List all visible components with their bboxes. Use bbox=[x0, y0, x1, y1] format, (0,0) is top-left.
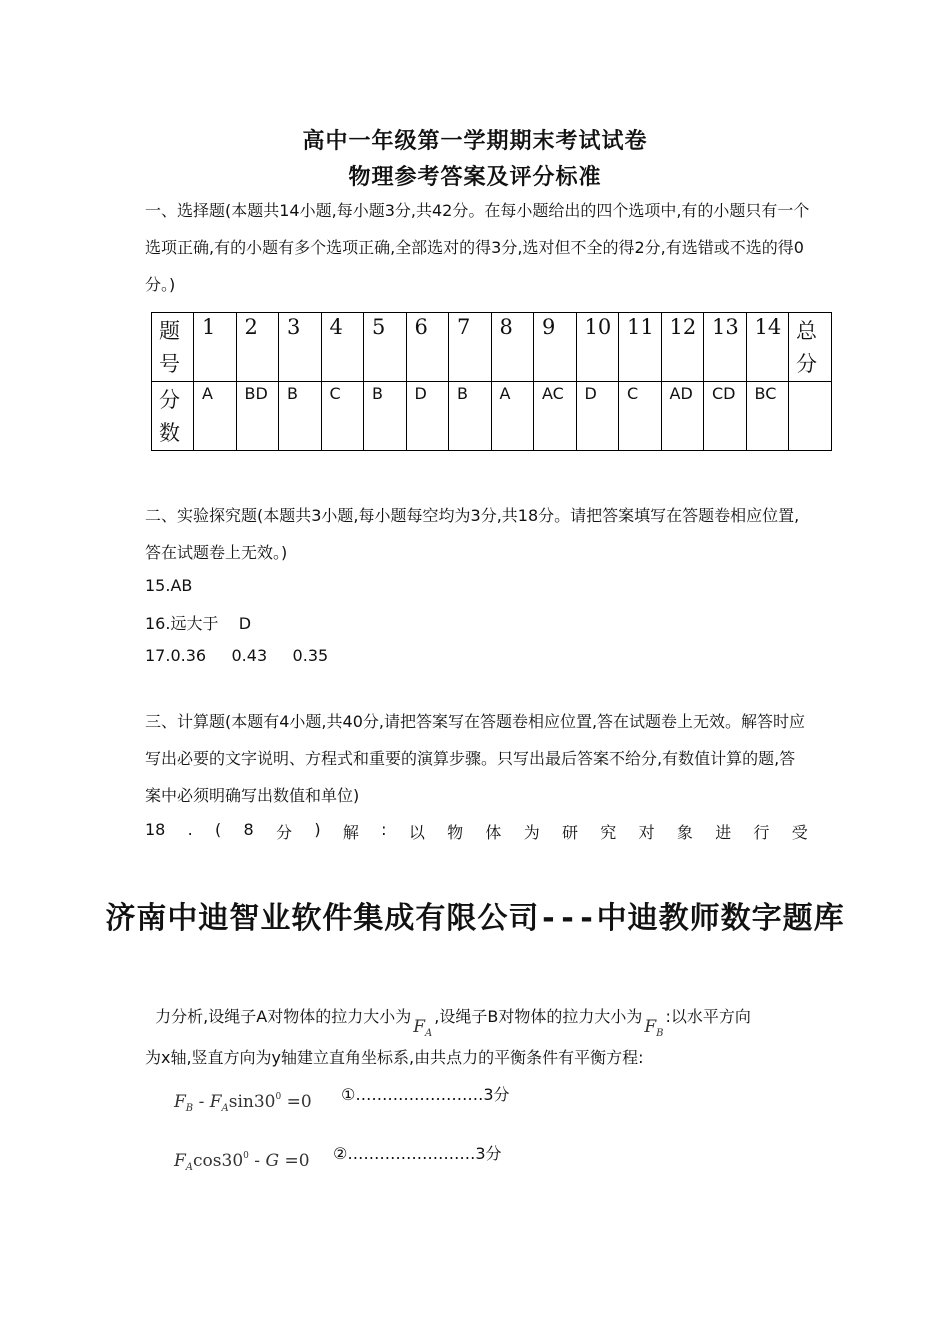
question-number: 2 bbox=[236, 313, 279, 382]
q18-char: 行 bbox=[753, 823, 770, 842]
answer-cell: D bbox=[406, 382, 449, 451]
analysis-line-1 bbox=[145, 985, 751, 1039]
answer-cell: B bbox=[364, 382, 407, 451]
answer-q15: 15.AB bbox=[145, 576, 193, 595]
question-number: 11 bbox=[619, 313, 662, 382]
symbol-FA: $F_A$ bbox=[413, 1017, 433, 1039]
question-number: 5 bbox=[364, 313, 407, 382]
answer-cell: D bbox=[576, 382, 619, 451]
answer-cell: AC bbox=[534, 382, 577, 451]
analysis-text-c: :以水平方向 bbox=[665, 1007, 751, 1026]
q18-char: 受 bbox=[791, 823, 808, 842]
q18-char: 分 bbox=[276, 823, 293, 842]
equation-1-score: ①……………………3分 bbox=[341, 1085, 510, 1104]
table-header-question: 题 号 bbox=[152, 313, 194, 382]
q18-char: 对 bbox=[638, 823, 655, 842]
answer-cell: B bbox=[449, 382, 492, 451]
section2-instructions: 二、实验探究题(本题共3小题,每小题每空均为3分,共18分。请把答案填写在答题卷相应位置,答在试题卷上无效。) bbox=[145, 506, 800, 562]
q18-char: : bbox=[381, 820, 387, 839]
q18-char: 以 bbox=[408, 823, 425, 842]
answer-cell: A bbox=[491, 382, 534, 451]
answer-cell: A bbox=[194, 382, 237, 451]
q18-char: ( bbox=[215, 820, 222, 839]
analysis-text-b: ,设绳子B对物体的拉力大小为 bbox=[434, 1007, 643, 1026]
question-number: 14 bbox=[746, 313, 789, 382]
section3-instructions: 三、计算题(本题有4小题,共40分,请把答案写在答题卷相应位置,答在试题卷上无效。解答时应写出必要的文字说明、方程式和重要的演算步骤。只写出最后答案不给分,有数值计算的题,答案中必须明确写出数值和单位) bbox=[145, 712, 806, 805]
question-number: 10 bbox=[576, 313, 619, 382]
question-number: 1 bbox=[194, 313, 237, 382]
q18-char: 象 bbox=[676, 823, 693, 842]
q18-char: ) bbox=[314, 820, 321, 839]
table-row-question-numbers bbox=[152, 313, 832, 382]
analysis-line-2: 为x轴,竖直方向为y轴建立直角坐标系,由共点力的平衡条件有平衡方程: bbox=[145, 1048, 644, 1067]
answer-cell: B bbox=[279, 382, 322, 451]
answer-table bbox=[151, 312, 832, 451]
answer-cell: BC bbox=[746, 382, 789, 451]
q18-header bbox=[145, 820, 808, 843]
equation-2 bbox=[174, 1151, 310, 1173]
total-score-cell bbox=[789, 382, 832, 451]
equation-1 bbox=[174, 1092, 312, 1114]
page-subtitle: 物理参考答案及评分标准 bbox=[348, 165, 602, 190]
q18-char: 进 bbox=[715, 823, 732, 842]
answer-cell: BD bbox=[236, 382, 279, 451]
answer-cell: C bbox=[321, 382, 364, 451]
table-header-total: 总 分 bbox=[789, 313, 832, 382]
answer-cell: CD bbox=[704, 382, 747, 451]
q18-char: 研 bbox=[562, 823, 579, 842]
question-number: 8 bbox=[491, 313, 534, 382]
q18-char: 物 bbox=[447, 823, 464, 842]
answer-q16: 16.远大于 D bbox=[145, 614, 252, 633]
table-header-score: 分 数 bbox=[152, 382, 194, 451]
q18-char: 8 bbox=[243, 820, 254, 839]
eq2-lhs: $F_A\cos 30^0 - G =0$ bbox=[174, 1151, 310, 1173]
question-number: 3 bbox=[279, 313, 322, 382]
question-number: 9 bbox=[534, 313, 577, 382]
q18-char: 解 bbox=[342, 823, 359, 842]
table-row-answers bbox=[152, 382, 832, 451]
question-number: 7 bbox=[449, 313, 492, 382]
question-number: 13 bbox=[704, 313, 747, 382]
answer-cell: AD bbox=[661, 382, 704, 451]
question-number: 4 bbox=[321, 313, 364, 382]
section1-instructions: 一、选择题(本题共14小题,每小题3分,共42分。在每小题给出的四个选项中,有的小题只有一个选项正确,有的小题有多个选项正确,全部选对的得3分,选对但不全的得2分,有选错或不选的得0分。) bbox=[145, 201, 810, 294]
answer-cell: C bbox=[619, 382, 662, 451]
symbol-FB: $F_B$ bbox=[644, 1017, 664, 1039]
page-title: 高中一年级第一学期期末考试试卷 bbox=[302, 129, 648, 154]
question-number: 12 bbox=[661, 313, 704, 382]
q18-char: . bbox=[187, 820, 193, 839]
analysis-text-a: 力分析,设绳子A对物体的拉力大小为 bbox=[155, 1007, 412, 1026]
equation-2-score: ②……………………3分 bbox=[333, 1144, 502, 1163]
q18-char: 究 bbox=[600, 823, 617, 842]
answer-q17: 17.0.36 0.43 0.35 bbox=[145, 646, 329, 665]
question-number: 6 bbox=[406, 313, 449, 382]
q18-char: 为 bbox=[523, 823, 540, 842]
eq1-lhs: $F_B - F_A\sin 30^0 =0$ bbox=[174, 1092, 312, 1114]
publisher-banner: 济南中迪智业软件集成有限公司---中迪教师数字题库 bbox=[105, 901, 845, 936]
q18-char: 18 bbox=[145, 820, 166, 839]
q18-char: 体 bbox=[485, 823, 502, 842]
